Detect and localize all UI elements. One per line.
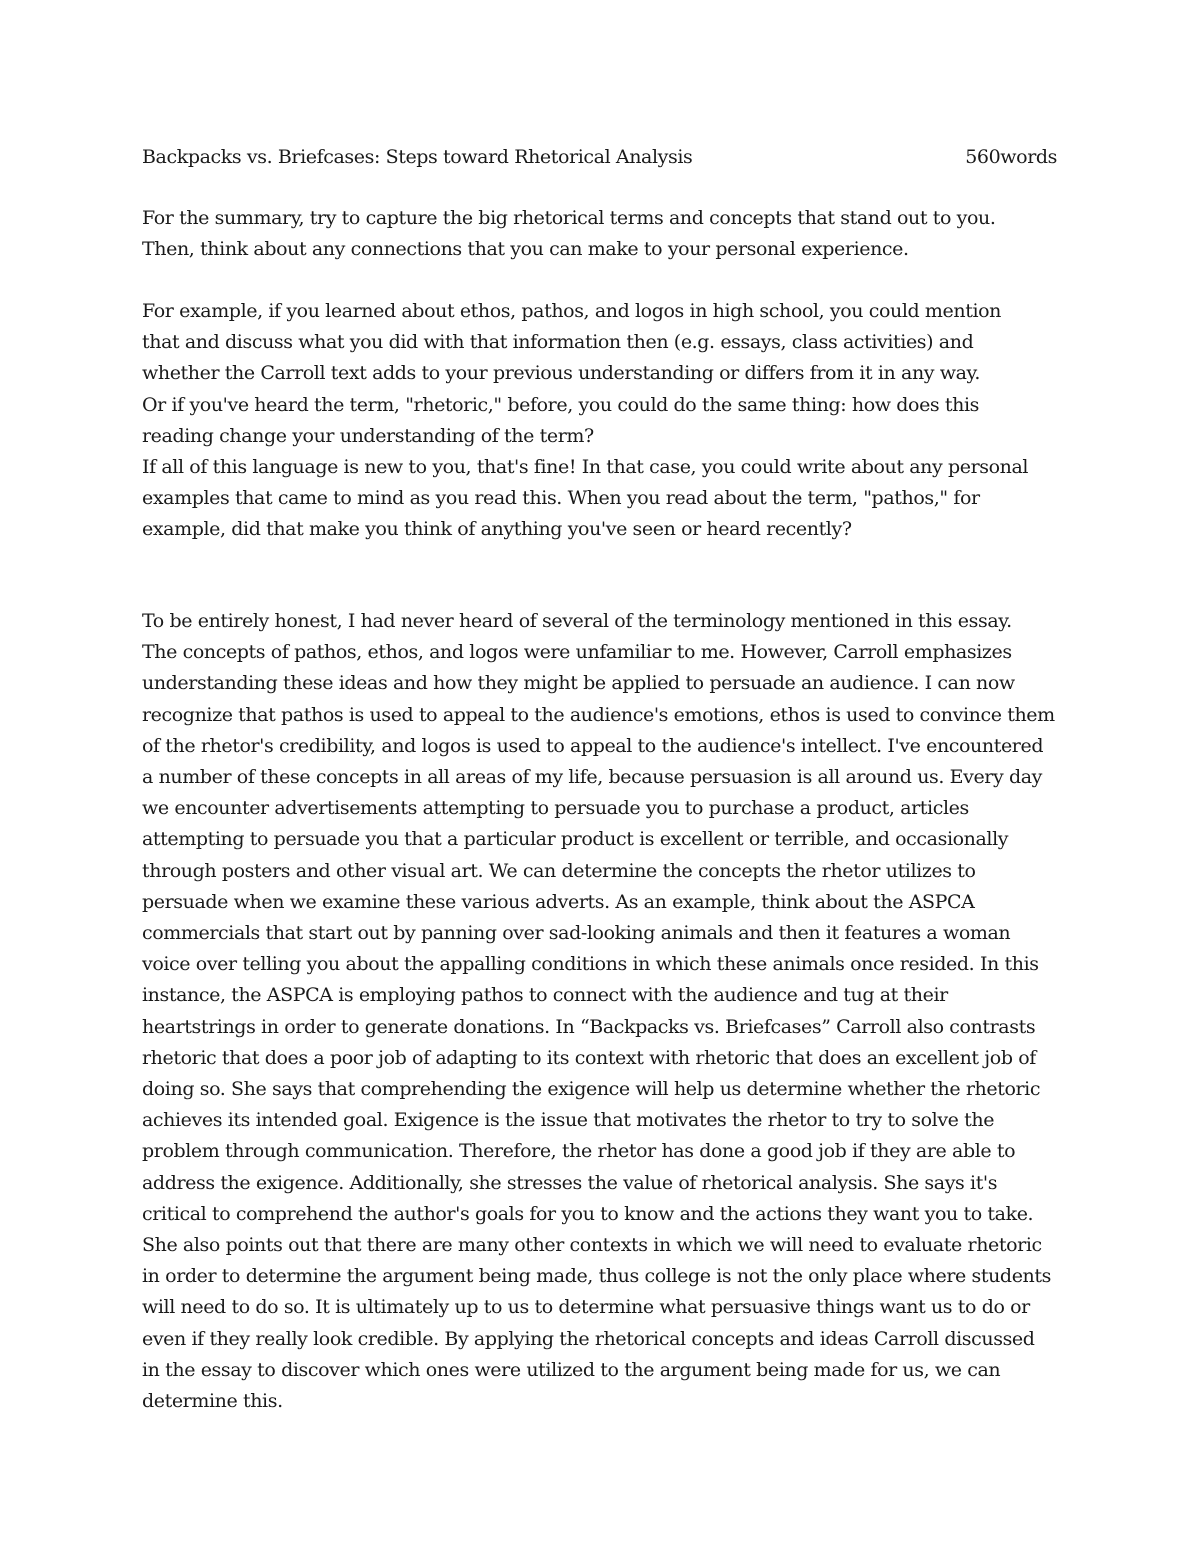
text-line: in order to determine the argument being made, thus college is not the only place where students: [142, 1265, 1051, 1288]
text-line: voice over telling you about the appalling conditions in which these animals once resided. In this: [142, 953, 1039, 976]
document-title: Backpacks vs. Briefcases: Steps toward Rhetorical Analysis: [142, 146, 693, 168]
text-line: attempting to persuade you that a particular product is excellent or terrible, and occasionally: [142, 828, 1009, 851]
text-line: To be entirely honest, I had never heard of several of the terminology mentioned in this essay.: [142, 610, 1012, 632]
text-line: examples that came to mind as you read this. When you read about the term, "pathos," for: [142, 487, 980, 510]
text-line: The concepts of pathos, ethos, and logos were unfamiliar to me. However, Carroll emphasizes: [142, 641, 1012, 664]
text-line: of the rhetor's credibility, and logos is used to appeal to the audience's intellect. I've encountered: [142, 734, 1044, 757]
text-line: reading change your understanding of the term?: [142, 424, 594, 447]
text-line: She also points out that there are many other contexts in which we will need to evaluate rhetoric: [142, 1234, 1042, 1257]
text-line: through posters and other visual art. We can determine the concepts the rhetor utilizes to: [142, 859, 976, 882]
text-line: example, did that make you think of anything you've seen or heard recently?: [142, 518, 852, 541]
text-line: understanding these ideas and how they might be applied to persuade an audience. I can now: [142, 672, 1015, 695]
text-line: recognize that pathos is used to appeal to the audience's emotions, ethos is used to convince them: [142, 703, 1055, 726]
text-line: commercials that start out by panning over sad-looking animals and then it features a woman: [142, 922, 1011, 945]
text-line: that and discuss what you did with that information then (e.g. essays, class activities) and: [142, 331, 974, 354]
text-line: even if they really look credible. By applying the rhetorical concepts and ideas Carroll discussed: [142, 1327, 1035, 1350]
text-line: address the exigence. Additionally, she stresses the value of rhetorical analysis. She says it's: [142, 1171, 998, 1194]
text-line: rhetoric that does a poor job of adapting to its context with rhetoric that does an excellent job of: [142, 1046, 1036, 1069]
text-line: determine this.: [142, 1390, 283, 1413]
instructions-paragraph-1: [142, 203, 1072, 265]
text-line: Then, think about any connections that you can make to your personal experience.: [142, 238, 909, 261]
text-line: If all of this language is new to you, that's fine! In that case, you could write about any personal: [142, 456, 1029, 479]
text-line: a number of these concepts in all areas of my life, because persuasion is all around us. Every day: [142, 766, 1042, 789]
text-line: doing so. She says that comprehending the exigence will help us determine whether the rhetoric: [142, 1078, 1041, 1101]
document-header: [142, 144, 1057, 170]
text-line: critical to comprehend the author's goals for you to know and the actions they want you to take.: [142, 1202, 1034, 1225]
text-line: heartstrings in order to generate donations. In “Backpacks vs. Briefcases” Carroll also contrasts: [142, 1015, 1036, 1038]
text-line: we encounter advertisements attempting to persuade you to purchase a product, articles: [142, 797, 969, 820]
text-line: instance, the ASPCA is employing pathos to connect with the audience and tug at their: [142, 984, 948, 1007]
instructions-paragraph-2: [142, 296, 1072, 546]
text-line: in the essay to discover which ones were utilized to the argument being made for us, we can: [142, 1358, 1001, 1381]
text-line: For the summary, try to capture the big rhetorical terms and concepts that stand out to you.: [142, 207, 996, 229]
text-line: persuade when we examine these various adverts. As an example, think about the ASPCA: [142, 890, 975, 913]
text-line: will need to do so. It is ultimately up to us to determine what persuasive things want us to do or: [142, 1296, 1030, 1319]
text-line: Or if you've heard the term, "rhetoric," before, you could do the same thing: how does this: [142, 393, 980, 416]
response-paragraph: [142, 606, 1072, 1417]
text-line: problem through communication. Therefore, the rhetor has done a good job if they are able to: [142, 1140, 1016, 1163]
text-line: whether the Carroll text adds to your previous understanding or differs from it in any way.: [142, 362, 980, 385]
text-line: achieves its intended goal. Exigence is the issue that motivates the rhetor to try to solve the: [142, 1109, 995, 1132]
text-line: For example, if you learned about ethos, pathos, and logos in high school, you could mention: [142, 300, 1002, 322]
word-count: 560words: [965, 146, 1057, 168]
